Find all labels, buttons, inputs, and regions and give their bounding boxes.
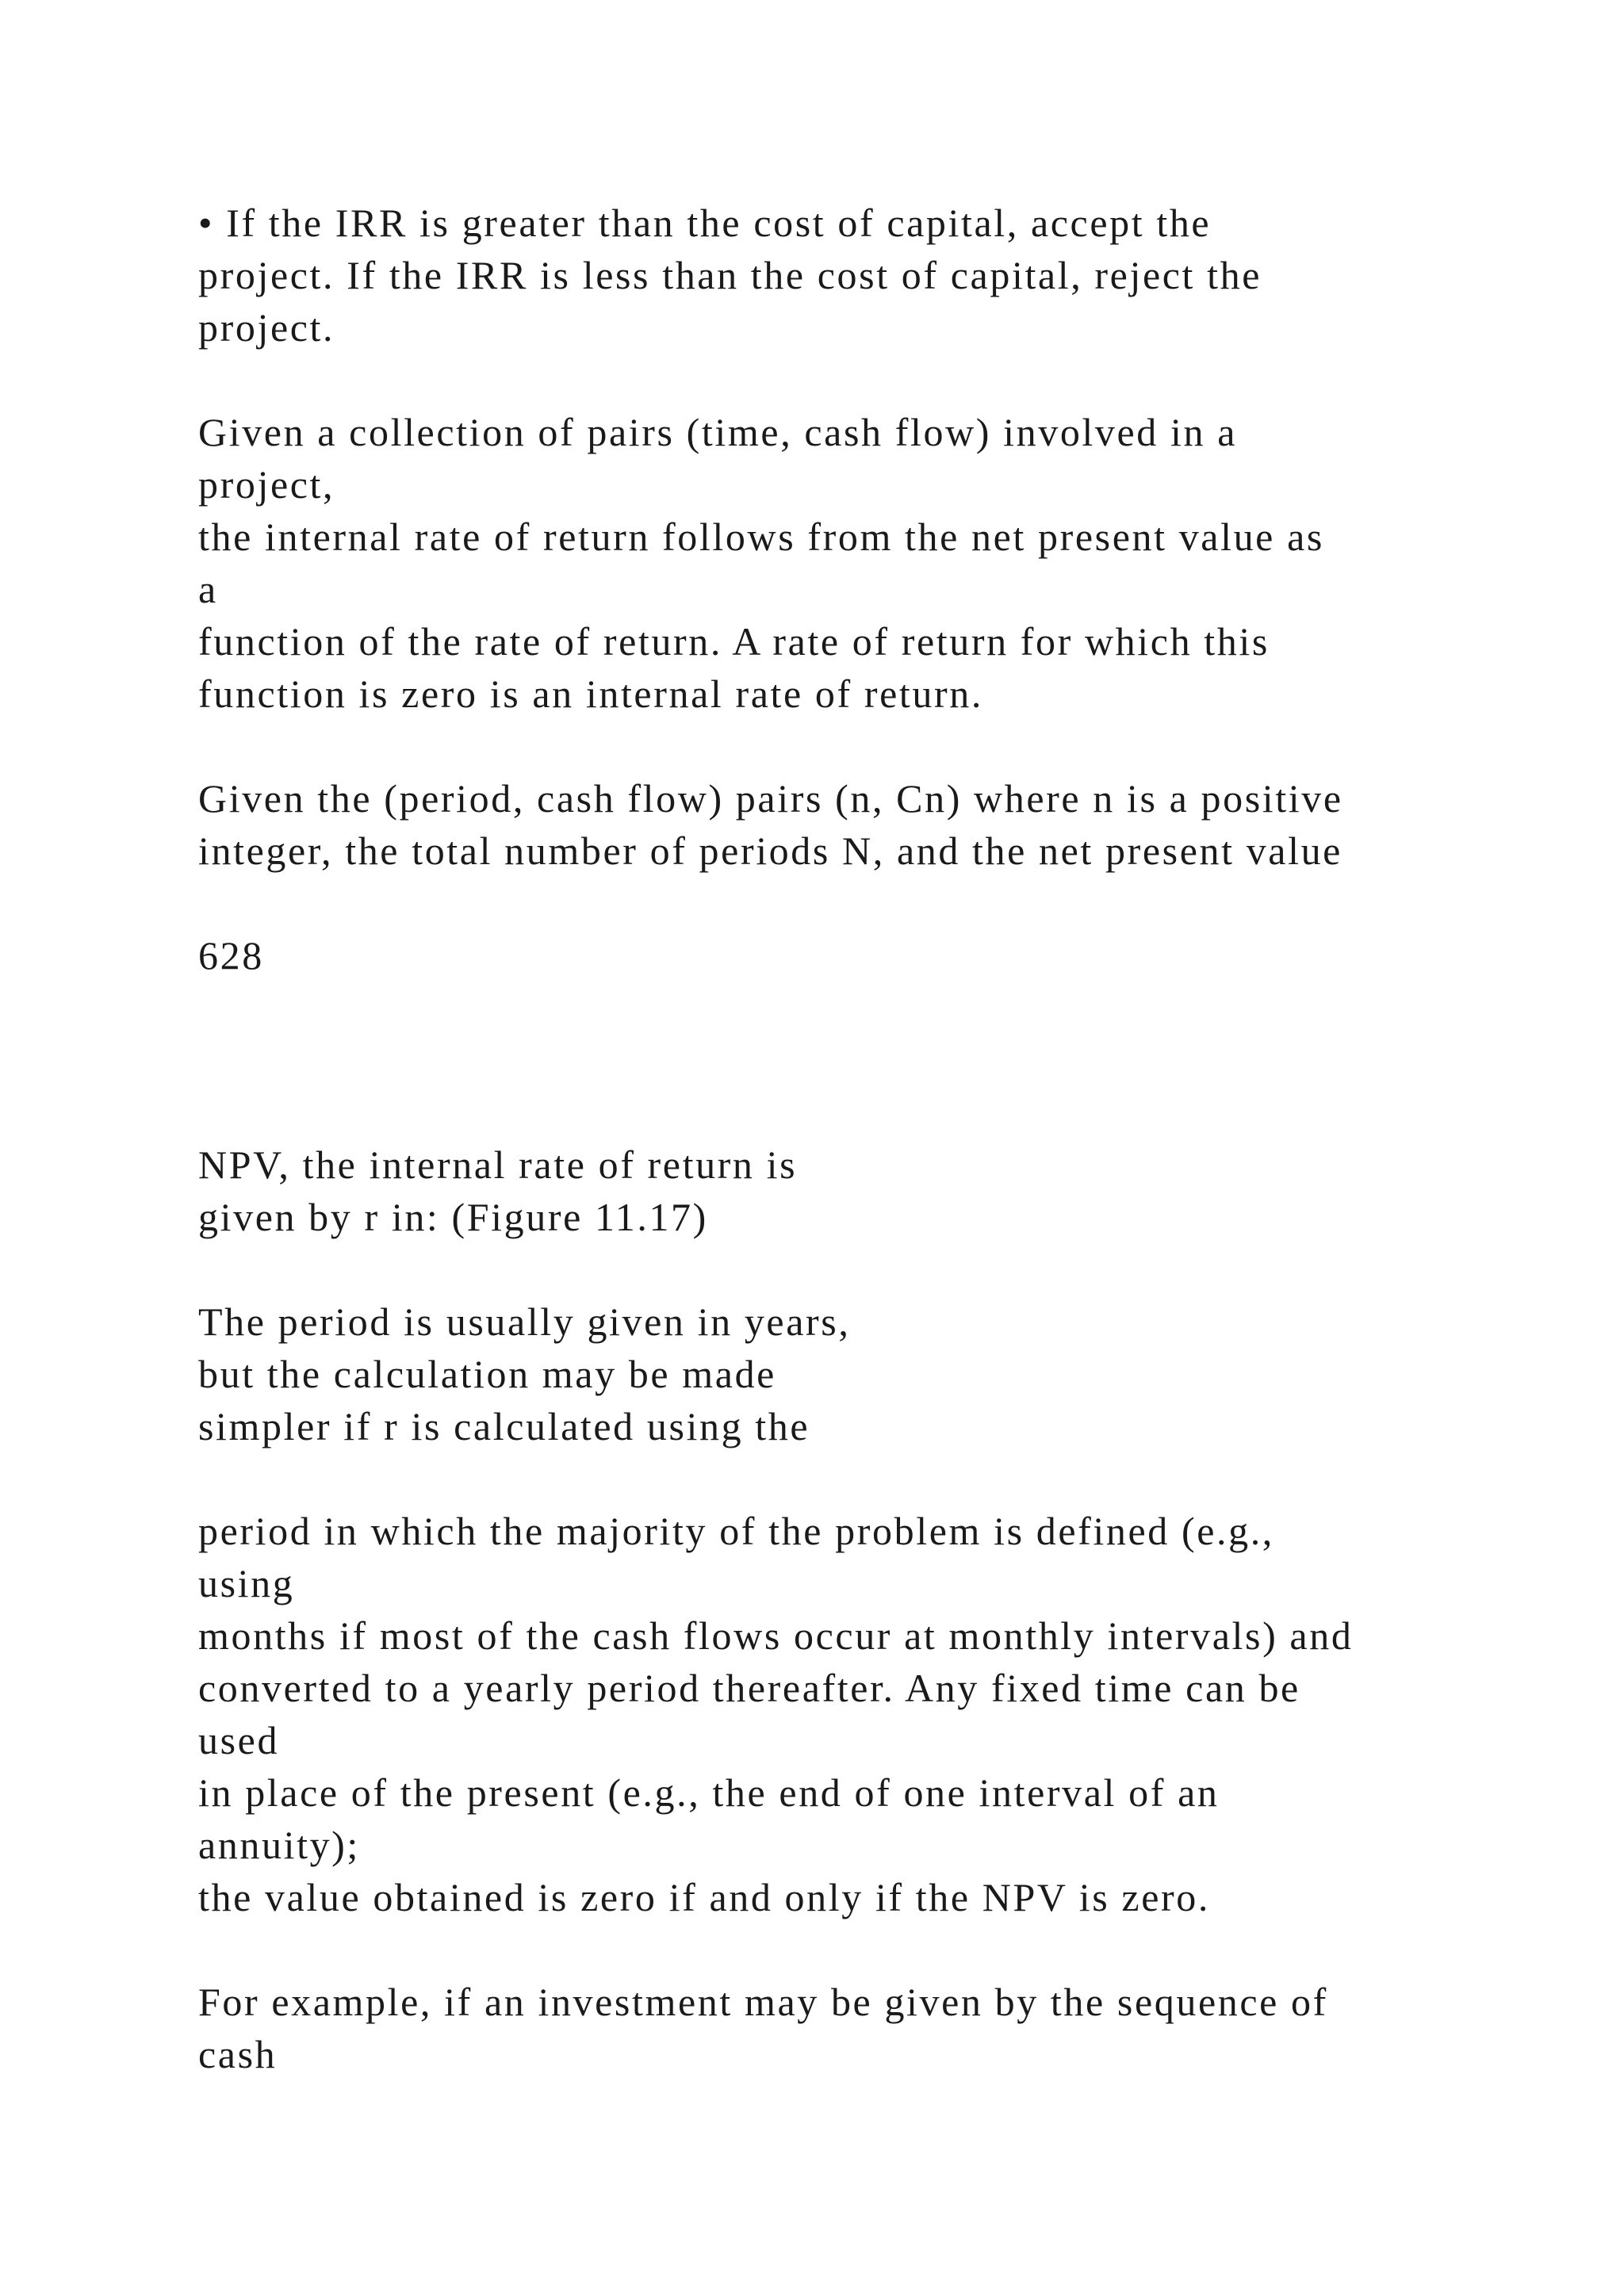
- text-line: project.: [198, 305, 335, 350]
- page-number: 628: [198, 933, 264, 978]
- text-line: function of the rate of return. A rate of return for which this: [198, 619, 1270, 664]
- text-line: • If the IRR is greater than the cost of capital, accept the: [198, 201, 1212, 245]
- text-line: but the calculation may be made: [198, 1352, 776, 1396]
- text-line: simpler if r is calculated using the: [198, 1404, 810, 1448]
- text-line: converted to a yearly period thereafter. Any fixed time can be: [198, 1666, 1300, 1710]
- text-line: a: [198, 567, 218, 611]
- text-line: months if most of the cash flows occur at monthly intervals) and: [198, 1613, 1354, 1658]
- text-line: Given the (period, cash flow) pairs (n, Cn) where n is a positive: [198, 776, 1343, 821]
- text-line: annuity);: [198, 1823, 360, 1867]
- text-line: project,: [198, 462, 335, 507]
- text-line: the value obtained is zero if and only if the NPV is zero.: [198, 1875, 1210, 1919]
- text-line: The period is usually given in years,: [198, 1299, 851, 1344]
- text-line: NPV, the internal rate of return is: [198, 1142, 798, 1187]
- text-line: Given a collection of pairs (time, cash flow) involved in a: [198, 410, 1237, 454]
- text-line: cash: [198, 2032, 278, 2076]
- text-line: period in which the majority of the problem is defined (e.g.,: [198, 1509, 1274, 1553]
- text-line: project. If the IRR is less than the cost of capital, reject the: [198, 253, 1262, 297]
- text-line: used: [198, 1718, 280, 1762]
- text-line: using: [198, 1561, 295, 1605]
- text-line: For example, if an investment may be given by the sequence of: [198, 1980, 1328, 2024]
- text-line: integer, the total number of periods N, and the net present value: [198, 828, 1342, 873]
- text-line: function is zero is an internal rate of return.: [198, 672, 983, 716]
- text-line: given by r in: (Figure 11.17): [198, 1195, 708, 1239]
- text-line: the internal rate of return follows from the net present value as: [198, 515, 1324, 559]
- text-line: in place of the present (e.g., the end of one interval of an: [198, 1770, 1220, 1815]
